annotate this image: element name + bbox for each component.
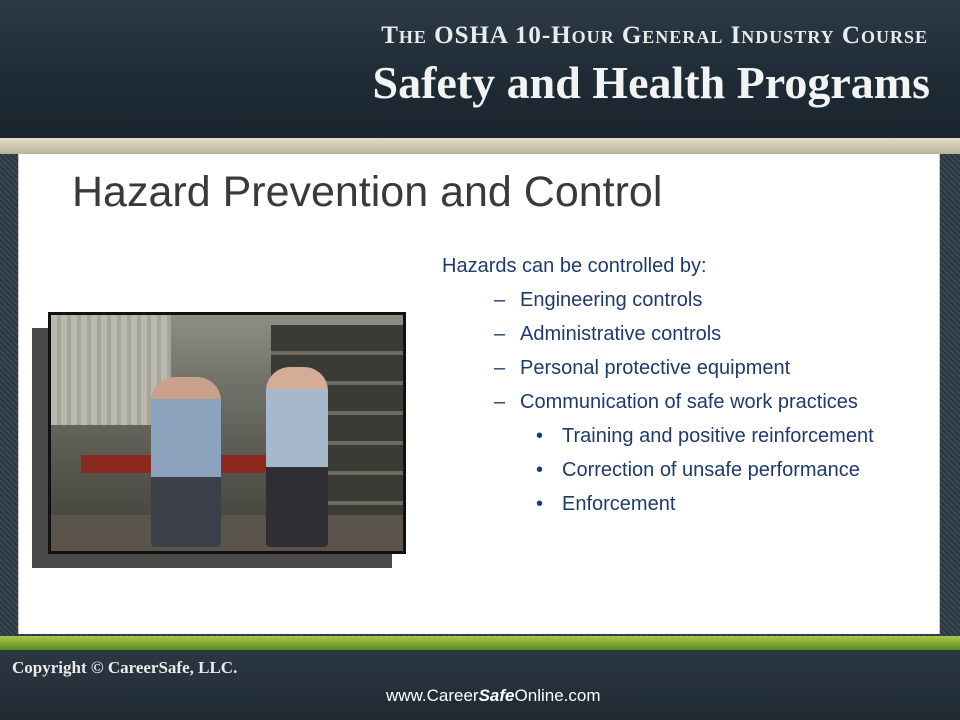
list-item-label: Administrative controls — [520, 323, 722, 345]
program-title: Safety and Health Programs — [372, 57, 930, 108]
photo-floor — [51, 515, 406, 554]
dash-marker: – — [494, 323, 506, 345]
list-item — [442, 354, 912, 382]
content-lead: Hazards can be controlled by: — [442, 255, 707, 277]
workshop-photo — [48, 312, 406, 554]
photo-worker-left — [151, 377, 221, 547]
bullet-marker: • — [536, 459, 544, 481]
website-link[interactable] — [386, 686, 601, 706]
url-suffix: Online.com — [514, 686, 601, 705]
sub-list-item-label: Training and positive reinforcement — [562, 425, 874, 447]
dash-marker: – — [494, 357, 506, 379]
list-item — [442, 320, 912, 348]
photo-worker-right — [266, 367, 328, 547]
slide-title: Hazard Prevention and Control — [72, 168, 663, 216]
sub-list-item — [442, 490, 912, 518]
sub-list-item-label: Enforcement — [562, 493, 676, 515]
sub-list-item — [442, 422, 912, 450]
list-item-label: Engineering controls — [520, 289, 703, 311]
list-item — [442, 388, 912, 416]
list-item-label: Communication of safe work practices — [520, 391, 858, 413]
url-prefix: www.Career — [386, 686, 479, 705]
bullet-marker: • — [536, 493, 544, 515]
dash-marker: – — [494, 289, 506, 311]
url-brand: Safe — [478, 686, 515, 705]
list-item — [442, 286, 912, 314]
dash-marker: – — [494, 391, 506, 413]
header-divider — [0, 138, 960, 154]
sub-list-item-label: Correction of unsafe performance — [562, 459, 860, 481]
bullet-content — [442, 252, 912, 524]
bullet-marker: • — [536, 425, 544, 447]
copyright-text: Copyright © CareerSafe, LLC. — [12, 658, 238, 677]
controls-list — [442, 286, 912, 518]
list-item-label: Personal protective equipment — [520, 357, 791, 379]
course-header — [0, 0, 960, 141]
sub-list-item — [442, 456, 912, 484]
course-title: The OSHA 10-Hour General Industry Course — [381, 22, 928, 49]
footer — [0, 650, 960, 720]
footer-divider — [0, 636, 960, 650]
